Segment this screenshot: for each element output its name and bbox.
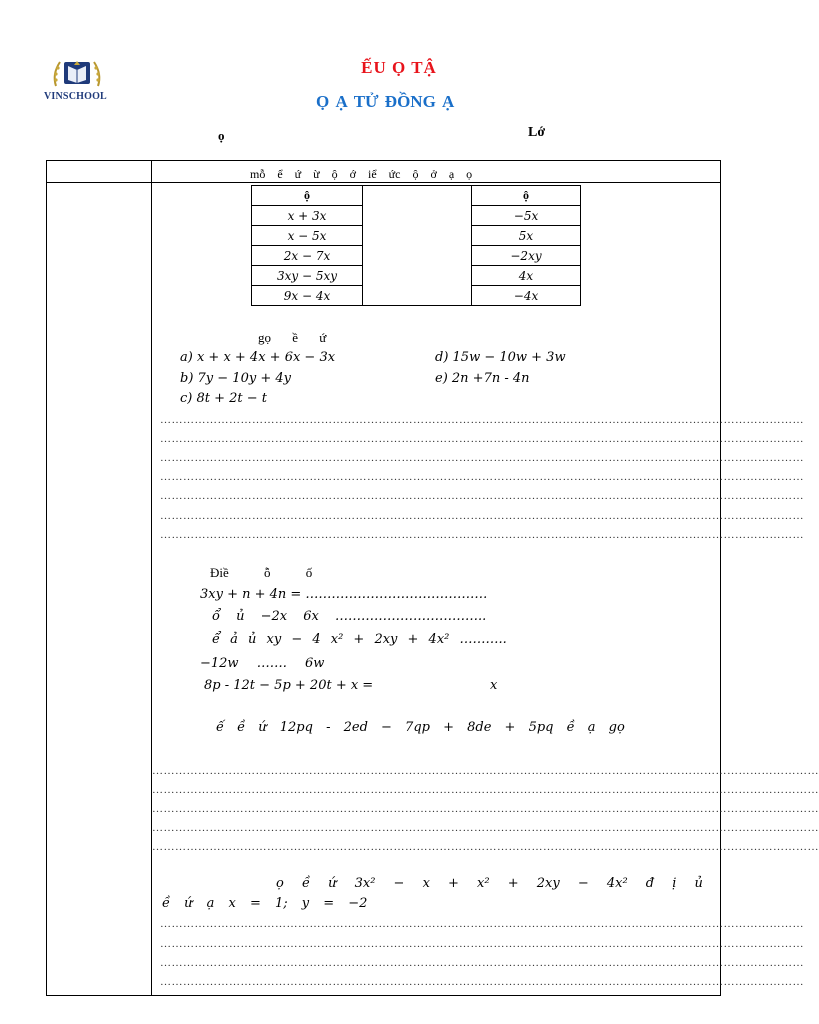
table-header-right: ộ <box>472 186 581 206</box>
worksheet-title: ẾU Ọ TẬ <box>361 58 437 77</box>
answer-line[interactable]: …………………………………………………………………………………………………………………………………………………… <box>160 471 804 483</box>
exercise-3-line-5: 8p - 12t − 5p + 20t + x = <box>204 678 374 693</box>
answer-line[interactable]: …………………………………………………………………………………………………………………………………………………… <box>160 452 804 464</box>
class-label: Lớ <box>528 125 546 140</box>
student-name-label: ọ <box>218 128 225 143</box>
table-cell: −5x <box>472 206 581 226</box>
answer-line[interactable]: …………………………………………………………………………………………………………………………………………………… <box>160 938 804 950</box>
answer-line[interactable]: ………………………………………………………………………………………………………………………………………………………… <box>152 822 819 834</box>
match-blank-column <box>363 186 472 306</box>
answer-line[interactable]: ………………………………………………………………………………………………………………………………………………………… <box>152 841 819 853</box>
exercise-5-line-1: ọ ề ứ 3x² − x + x² + 2xy − 4x² đ ị ủ <box>276 876 703 891</box>
answer-line[interactable]: ………………………………………………………………………………………………………………………………………………………… <box>152 784 819 796</box>
table-cell: x + 3x <box>252 206 363 226</box>
exercise-2-item-a: a) x + x + 4x + 6x − 3x <box>180 350 336 365</box>
exercise-3-instruction: Điề ỗ ố <box>210 565 313 580</box>
answer-line[interactable]: ………………………………………………………………………………………………………………………………………………………… <box>152 765 819 777</box>
answer-line[interactable]: …………………………………………………………………………………………………………………………………………………… <box>160 433 804 445</box>
answer-line[interactable]: ………………………………………………………………………………………………………………………………………………………… <box>152 803 819 815</box>
exercise-2-item-d: d) 15w − 10w + 3w <box>435 350 566 365</box>
exercise-2-item-c: c) 8t + 2t − t <box>180 391 268 406</box>
table-cell: 5x <box>472 226 581 246</box>
column-divider <box>151 160 152 996</box>
answer-line[interactable]: …………………………………………………………………………………………………………………………………………………… <box>160 510 804 522</box>
table-cell: 3xy − 5xy <box>252 266 363 286</box>
exercise-2-instruction: gọ ề ứ <box>258 330 327 345</box>
answer-line[interactable]: …………………………………………………………………………………………………………………………………………………… <box>160 918 804 930</box>
answer-line[interactable]: …………………………………………………………………………………………………………………………………………………… <box>160 957 804 969</box>
table-cell: −2xy <box>472 246 581 266</box>
exercise-5-line-2: ề ứ ạ x = 1; y = −2 <box>162 896 368 911</box>
table-cell: 2x − 7x <box>252 246 363 266</box>
table-header-left: ộ <box>252 186 363 206</box>
table-cell: 9x − 4x <box>252 286 363 306</box>
table-cell: −4x <box>472 286 581 306</box>
exercise-3-line-2: ổ ủ −2x 6x …………………………….. <box>212 609 487 624</box>
exercise-2-item-e: e) 2n +7n - 4n <box>435 371 530 386</box>
exercise-2-item-b: b) 7y − 10y + 4y <box>180 371 291 386</box>
exercise-3-line-4: −12w ……. 6w <box>200 656 325 671</box>
table-cell: 4x <box>472 266 581 286</box>
answer-line[interactable]: …………………………………………………………………………………………………………………………………………………… <box>160 976 804 988</box>
like-terms-table <box>251 185 581 306</box>
table-cell: x − 5x <box>252 226 363 246</box>
exercise-3-line-1: 3xy + n + 4n = …………………………………… <box>200 587 488 602</box>
answer-line[interactable]: …………………………………………………………………………………………………………………………………………………… <box>160 414 804 426</box>
header-row-line <box>46 182 721 183</box>
exercise-4-instruction: ế ề ứ 12pq - 2ed − 7qp + 8de + 5pq ề ạ gọ <box>216 720 625 735</box>
answer-line[interactable]: …………………………………………………………………………………………………………………………………………………… <box>160 490 804 502</box>
exercise-1-instruction: mỗ ể ứ ừ ộ ớ iể ức ộ ở ạ ọ <box>250 167 473 181</box>
answer-line[interactable]: …………………………………………………………………………………………………………………………………………………… <box>160 529 804 541</box>
exercise-3-line-5-tail: x <box>490 678 498 693</box>
exercise-3-line-3: ể ả ủ xy − 4 x² + 2xy + 4x² ……….. <box>212 632 507 647</box>
logo-text: VINSCHOOL <box>44 91 107 102</box>
worksheet-subtitle: Ọ Ạ TỬ ĐỒNG Ạ <box>316 92 455 111</box>
